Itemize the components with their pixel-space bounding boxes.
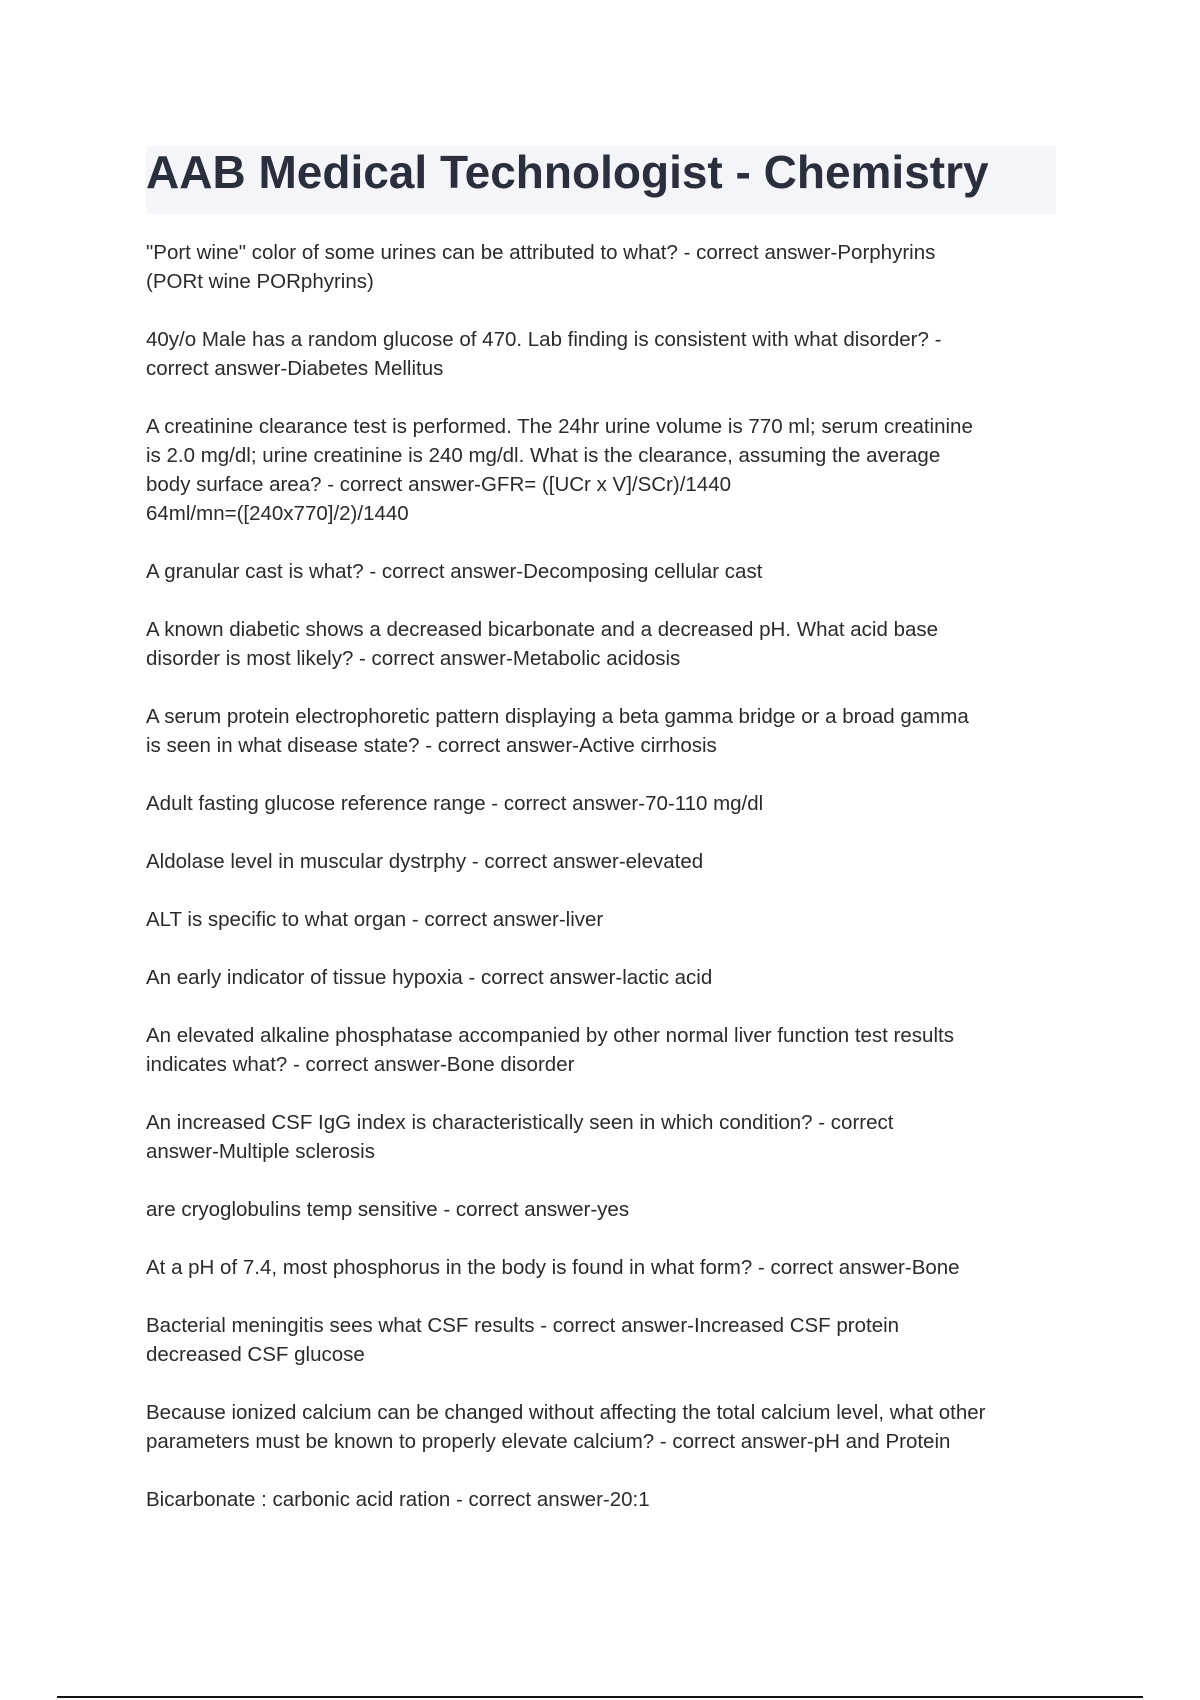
qa-item: At a pH of 7.4, most phosphorus in the body is found in what form? - correct answer-Bone — [146, 1256, 960, 1279]
qa-item: A creatinine clearance test is performed. The 24hr urine volume is 770 ml; serum creatinine is 2.0 mg/dl; urine creatinine is 240 mg/dl. What is the clearance, assuming the average body surface area? - correct answer-GFR= ([UCr x V]/SCr)/1440 64ml/mn=([240x770]/2)/1440 — [146, 415, 973, 525]
qa-item: An early indicator of tissue hypoxia - correct answer-lactic acid — [146, 966, 713, 989]
qa-item: ALT is specific to what organ - correct answer-liver — [146, 908, 604, 931]
qa-item: "Port wine" color of some urines can be attributed to what? - correct answer-Porphyrins (PORt wine PORphyrins) — [146, 241, 936, 293]
qa-item: An increased CSF IgG index is characteristically seen in which condition? - correct answer-Multiple sclerosis — [146, 1111, 894, 1163]
qa-item: A known diabetic shows a decreased bicarbonate and a decreased pH. What acid base disorder is most likely? - correct answer-Metabolic acidosis — [146, 618, 939, 670]
qa-item: Aldolase level in muscular dystrphy - correct answer-elevated — [146, 850, 704, 873]
qa-item: A serum protein electrophoretic pattern displaying a beta gamma bridge or a broad gamma is seen in what disease state? - correct answer-Active cirrhosis — [146, 705, 969, 757]
qa-item: An elevated alkaline phosphatase accompanied by other normal liver function test results indicates what? - correct answer-Bone disorder — [146, 1024, 954, 1076]
title-banner — [146, 146, 1056, 214]
qa-item: A granular cast is what? - correct answer-Decomposing cellular cast — [146, 560, 763, 583]
qa-item: Because ionized calcium can be changed without affecting the total calcium level, what other parameters must be known to properly elevate calcium? - correct answer-pH and Protein — [146, 1401, 986, 1453]
qa-item: Adult fasting glucose reference range - correct answer-70-110 mg/dl — [146, 792, 764, 815]
qa-item: 40y/o Male has a random glucose of 470. Lab finding is consistent with what disorder? - correct answer-Diabetes Mellitus — [146, 328, 942, 380]
question-answer-list — [146, 238, 1061, 1543]
qa-item: Bacterial meningitis sees what CSF results - correct answer-Increased CSF protein decreased CSF glucose — [146, 1314, 900, 1366]
page-title: AAB Medical Technologist - Chemistry — [146, 146, 989, 198]
qa-item: are cryoglobulins temp sensitive - correct answer-yes — [146, 1198, 630, 1221]
qa-item: Bicarbonate : carbonic acid ration - correct answer-20:1 — [146, 1488, 650, 1511]
footer-divider — [57, 1696, 1143, 1698]
